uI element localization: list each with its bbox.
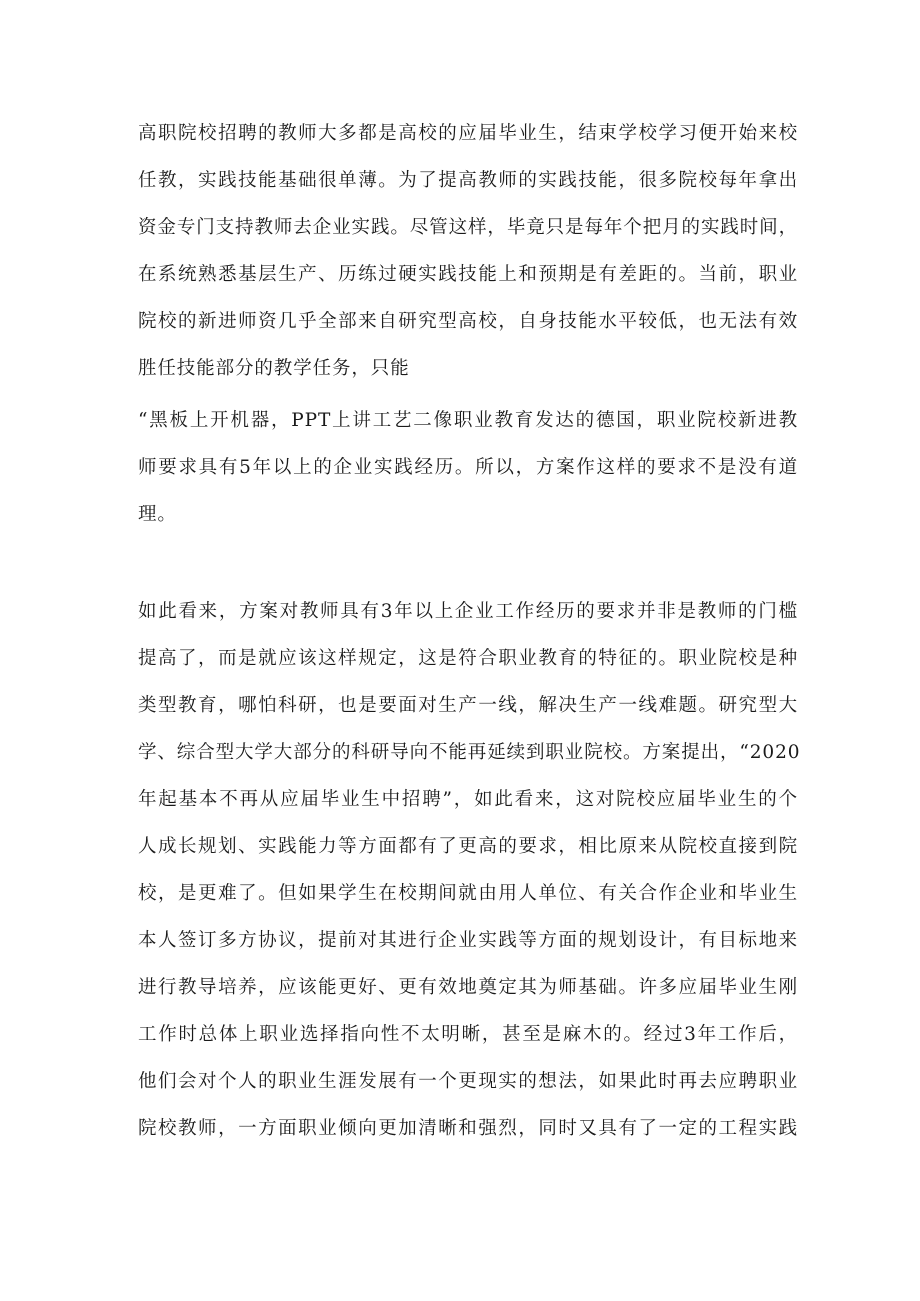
paragraph-3-line-9: 进行教导培养，应该能更好、更有效地奠定其为师基础。许多应届毕业生刚	[138, 977, 798, 998]
paragraph-1-line-2: 任教，实践技能基础很单薄。为了提高教师的实践技能，很多院校每年拿出	[138, 170, 798, 191]
paragraph-3-line-12: 院校教师，一方面职业倾向更加清晰和强烈，同时又具有了一定的工程实践	[138, 1118, 798, 1139]
paragraph-1-line-6: 胜任技能部分的教学任务，只能	[138, 358, 410, 379]
paragraph-1-line-5: 院校的新进师资几乎全部来自研究型高校，自身技能水平较低，也无法有效	[138, 311, 798, 332]
paragraph-3-line-6: 人成长规划、实践能力等方面都有了更高的要求，相比原来从院校直接到院	[138, 836, 798, 857]
paragraph-3-line-8: 本人签订多方协议，提前对其进行企业实践等方面的规划设计，有目标地来	[138, 930, 798, 951]
paragraph-1-line-4: 在系统熟悉基层生产、历练过硬实践技能上和预期是有差距的。当前，职业	[138, 264, 798, 285]
paragraph-2-line-3: 理。	[138, 504, 177, 525]
paragraph-2-line-2: 师要求具有5年以上的企业实践经历。所以，方案作这样的要求不是没有道	[138, 457, 798, 478]
paragraph-3-line-4: 学、综合型大学大部分的科研导向不能再延续到职业院校。方案提出，“2020	[138, 742, 801, 763]
paragraph-3-line-7: 校，是更难了。但如果学生在校期间就由用人单位、有关合作企业和毕业生	[138, 883, 798, 904]
paragraph-3-line-11: 他们会对个人的职业生涯发展有一个更现实的想法，如果此时再去应聘职业	[138, 1071, 798, 1092]
paragraph-1-line-1: 高职院校招聘的教师大多都是高校的应届毕业生，结束学校学习便开始来校	[138, 123, 798, 144]
paragraph-3-line-1: 如此看来，方案对教师具有3年以上企业工作经历的要求并非是教师的门槛	[138, 601, 798, 622]
paragraph-3-line-10: 工作时总体上职业选择指向性不太明晰，甚至是麻木的。经过3年工作后，	[138, 1024, 798, 1045]
paragraph-3-line-5: 年起基本不再从应届毕业生中招聘”，如此看来，这对院校应届毕业生的个	[138, 789, 798, 810]
paragraph-3-line-2: 提高了，而是就应该这样规定，这是符合职业教育的特征的。职业院校是种	[138, 648, 798, 669]
paragraph-1-line-3: 资金专门支持教师去企业实践。尽管这样，毕竟只是每年个把月的实践时间，	[138, 217, 798, 238]
paragraph-3-line-3: 类型教育，哪怕科研，也是要面对生产一线，解决生产一线难题。研究型大	[138, 695, 798, 716]
paragraph-2-line-1: “黑板上开机器，PPT上讲工艺二像职业教育发达的德国，职业院校新进教	[138, 410, 798, 431]
